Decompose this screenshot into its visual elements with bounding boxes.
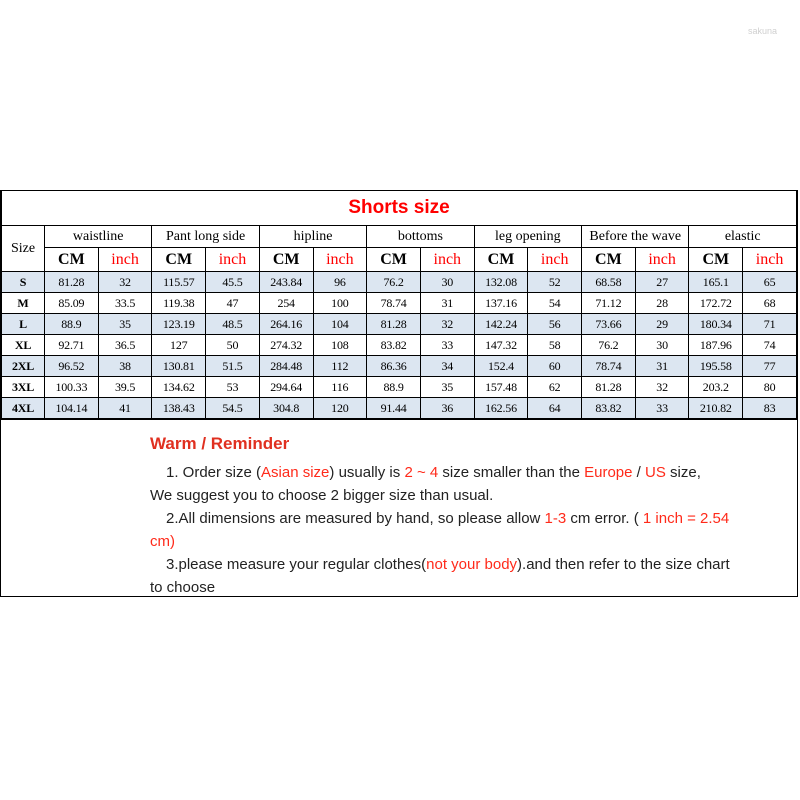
cm-value-cell: 294.64: [259, 377, 313, 398]
cm-value-cell: 254: [259, 293, 313, 314]
inch-value-cell: 104: [313, 314, 367, 335]
inch-value-cell: 31: [420, 293, 474, 314]
measure-header: leg opening: [474, 226, 581, 248]
cm-value-cell: 203.2: [689, 377, 743, 398]
cm-value-cell: 83.82: [367, 335, 421, 356]
cm-value-cell: 81.28: [45, 272, 99, 293]
measure-header-row: [2, 226, 797, 248]
unit-inch-header: inch: [528, 248, 582, 272]
unit-cm-header: CM: [45, 248, 99, 272]
reminder-title: Warm / Reminder: [150, 434, 290, 453]
cm-value-cell: 243.84: [259, 272, 313, 293]
reminder-line-2: We suggest you to choose 2 bigger size than usual.: [150, 487, 494, 504]
cm-value-cell: 162.56: [474, 398, 528, 419]
inch-value-cell: 80: [743, 377, 797, 398]
inch-value-cell: 83: [743, 398, 797, 419]
inch-value-cell: 27: [635, 272, 689, 293]
unit-inch-header: inch: [420, 248, 474, 272]
cm-value-cell: 187.96: [689, 335, 743, 356]
cm-value-cell: 83.82: [582, 398, 636, 419]
inch-value-cell: 65: [743, 272, 797, 293]
unit-inch-header: inch: [743, 248, 797, 272]
size-table: [1, 191, 797, 419]
table-row: [2, 272, 797, 293]
inch-value-cell: 62: [528, 377, 582, 398]
cm-value-cell: 119.38: [152, 293, 206, 314]
inch-value-cell: 35: [98, 314, 152, 335]
inch-value-cell: 30: [420, 272, 474, 293]
cm-value-cell: 142.24: [474, 314, 528, 335]
inch-value-cell: 50: [206, 335, 260, 356]
inch-value-cell: 96: [313, 272, 367, 293]
unit-inch-header: inch: [635, 248, 689, 272]
cm-value-cell: 172.72: [689, 293, 743, 314]
cm-value-cell: 284.48: [259, 356, 313, 377]
cm-value-cell: 165.1: [689, 272, 743, 293]
cm-value-cell: 85.09: [45, 293, 99, 314]
inch-value-cell: 36: [420, 398, 474, 419]
table-row: [2, 293, 797, 314]
inch-value-cell: 60: [528, 356, 582, 377]
cm-value-cell: 92.71: [45, 335, 99, 356]
inch-value-cell: 33: [635, 398, 689, 419]
cm-value-cell: 78.74: [367, 293, 421, 314]
unit-inch-header: inch: [206, 248, 260, 272]
inch-value-cell: 64: [528, 398, 582, 419]
inch-value-cell: 48.5: [206, 314, 260, 335]
cm-value-cell: 123.19: [152, 314, 206, 335]
cm-value-cell: 138.43: [152, 398, 206, 419]
cm-value-cell: 304.8: [259, 398, 313, 419]
cm-value-cell: 264.16: [259, 314, 313, 335]
table-row: [2, 356, 797, 377]
inch-value-cell: 34: [420, 356, 474, 377]
inch-value-cell: 58: [528, 335, 582, 356]
size-column-header: Size: [2, 226, 45, 272]
size-cell: 4XL: [2, 398, 45, 419]
inch-value-cell: 53: [206, 377, 260, 398]
cm-value-cell: 132.08: [474, 272, 528, 293]
cm-value-cell: 81.28: [367, 314, 421, 335]
inch-value-cell: 71: [743, 314, 797, 335]
cm-value-cell: 71.12: [582, 293, 636, 314]
unit-inch-header: inch: [313, 248, 367, 272]
size-cell: 3XL: [2, 377, 45, 398]
inch-value-cell: 56: [528, 314, 582, 335]
unit-cm-header: CM: [152, 248, 206, 272]
cm-value-cell: 88.9: [45, 314, 99, 335]
cm-value-cell: 137.16: [474, 293, 528, 314]
unit-cm-header: CM: [689, 248, 743, 272]
measure-header: bottoms: [367, 226, 474, 248]
cm-value-cell: 274.32: [259, 335, 313, 356]
measure-header: Pant long side: [152, 226, 259, 248]
inch-value-cell: 116: [313, 377, 367, 398]
unit-cm-header: CM: [367, 248, 421, 272]
unit-cm-header: CM: [259, 248, 313, 272]
reminder-line-1: 1. Order size (Asian size) usually is 2 ~ 4 size smaller than the Europe / US size,: [166, 464, 701, 481]
inch-value-cell: 31: [635, 356, 689, 377]
size-cell: L: [2, 314, 45, 335]
inch-value-cell: 36.5: [98, 335, 152, 356]
inch-value-cell: 47: [206, 293, 260, 314]
cm-value-cell: 115.57: [152, 272, 206, 293]
cm-value-cell: 210.82: [689, 398, 743, 419]
cm-value-cell: 157.48: [474, 377, 528, 398]
cm-value-cell: 127: [152, 335, 206, 356]
inch-value-cell: 54: [528, 293, 582, 314]
reminder-line-3: 2.All dimensions are measured by hand, so please allow 1-3 cm error. ( 1 inch = 2.54: [166, 510, 730, 527]
inch-value-cell: 32: [635, 377, 689, 398]
watermark: sakuna: [748, 26, 778, 36]
unit-header-row: [2, 248, 797, 272]
measure-header: elastic: [689, 226, 797, 248]
cm-value-cell: 68.58: [582, 272, 636, 293]
inch-value-cell: 32: [420, 314, 474, 335]
size-cell: S: [2, 272, 45, 293]
cm-value-cell: 104.14: [45, 398, 99, 419]
inch-value-cell: 30: [635, 335, 689, 356]
inch-value-cell: 77: [743, 356, 797, 377]
cm-value-cell: 73.66: [582, 314, 636, 335]
inch-value-cell: 54.5: [206, 398, 260, 419]
inch-value-cell: 52: [528, 272, 582, 293]
inch-value-cell: 108: [313, 335, 367, 356]
cm-value-cell: 81.28: [582, 377, 636, 398]
inch-value-cell: 74: [743, 335, 797, 356]
size-cell: 2XL: [2, 356, 45, 377]
cm-value-cell: 91.44: [367, 398, 421, 419]
cm-value-cell: 86.36: [367, 356, 421, 377]
measure-header: hipline: [259, 226, 366, 248]
size-cell: M: [2, 293, 45, 314]
inch-value-cell: 120: [313, 398, 367, 419]
table-row: [2, 398, 797, 419]
inch-value-cell: 100: [313, 293, 367, 314]
cm-value-cell: 180.34: [689, 314, 743, 335]
cm-value-cell: 88.9: [367, 377, 421, 398]
size-chart: [0, 190, 798, 597]
unit-cm-header: CM: [582, 248, 636, 272]
inch-value-cell: 68: [743, 293, 797, 314]
table-row: [2, 335, 797, 356]
chart-title: Shorts size: [2, 191, 797, 226]
cm-value-cell: 100.33: [45, 377, 99, 398]
unit-cm-header: CM: [474, 248, 528, 272]
inch-value-cell: 45.5: [206, 272, 260, 293]
inch-value-cell: 51.5: [206, 356, 260, 377]
size-rows: [2, 272, 797, 419]
reminder-section: [1, 419, 797, 596]
measure-header: Before the wave: [582, 226, 689, 248]
inch-value-cell: 28: [635, 293, 689, 314]
cm-value-cell: 76.2: [582, 335, 636, 356]
size-cell: XL: [2, 335, 45, 356]
cm-value-cell: 152.4: [474, 356, 528, 377]
cm-value-cell: 147.32: [474, 335, 528, 356]
cm-value-cell: 78.74: [582, 356, 636, 377]
reminder-line-4: cm): [150, 533, 175, 550]
reminder-line-5: 3.please measure your regular clothes(not your body).and then refer to the size chart: [166, 556, 730, 573]
inch-value-cell: 112: [313, 356, 367, 377]
inch-value-cell: 38: [98, 356, 152, 377]
cm-value-cell: 130.81: [152, 356, 206, 377]
inch-value-cell: 33: [420, 335, 474, 356]
table-row: [2, 314, 797, 335]
reminder-line-6: to choose: [150, 579, 216, 596]
cm-value-cell: 134.62: [152, 377, 206, 398]
inch-value-cell: 29: [635, 314, 689, 335]
cm-value-cell: 195.58: [689, 356, 743, 377]
inch-value-cell: 41: [98, 398, 152, 419]
inch-value-cell: 33.5: [98, 293, 152, 314]
cm-value-cell: 96.52: [45, 356, 99, 377]
inch-value-cell: 39.5: [98, 377, 152, 398]
unit-inch-header: inch: [98, 248, 152, 272]
cm-value-cell: 76.2: [367, 272, 421, 293]
table-row: [2, 377, 797, 398]
inch-value-cell: 32: [98, 272, 152, 293]
measure-header: waistline: [45, 226, 152, 248]
inch-value-cell: 35: [420, 377, 474, 398]
